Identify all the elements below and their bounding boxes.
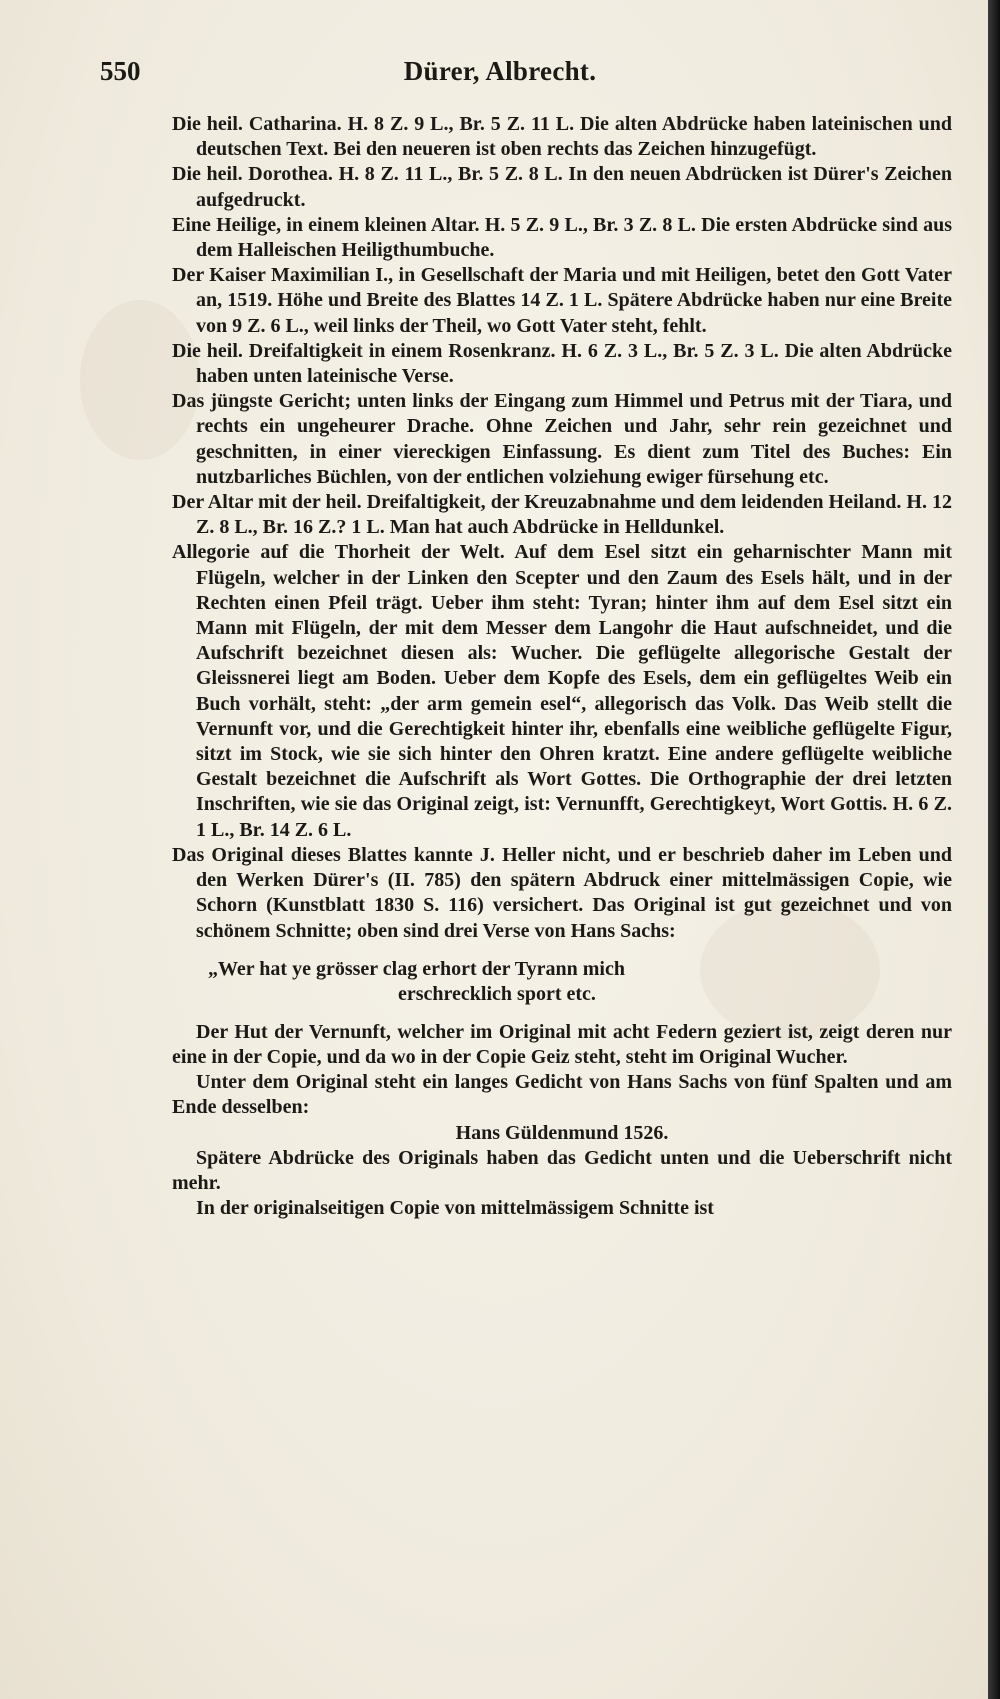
entry-original-note: Das Original dieses Blattes kannte J. Heller nicht, und er beschrieb daher im Leben und den Werken Dürer's (II. 785) den spätern Abdruck einer mittelmässigen Copie, wie Schorn (Kunstblatt 1830 S. 116) versichert. Das Original ist gut gezeichnet und von schönem Schnitte; oben sind drei Verse von Hans Sachs: [172, 843, 952, 942]
signature-line: Hans Güldenmund 1526. [455, 1121, 669, 1144]
page-body [172, 112, 952, 1221]
entry-allegorie: Allegorie auf die Thorheit der Welt. Auf dem Esel sitzt ein geharnischter Mann mit Flügeln, welcher in der Linken den Scepter und den Zaum des Esels hält, und in der Rechten einen Pfeil trägt. Ueber ihm steht: Tyran; hinter ihm auf dem Esel sitzt ein Mann mit Flügeln, der mit dem Messer dem Langohr die Haut aufschneidet, und die Aufschrift bezeichnet diesen als: Wucher. Die geflügelte allegorische Gestalt der Gleissnerei liegt am Boden. Ueber dem Kopfe des Esels, dem ein geflügeltes Weib ein Buch vorhält, steht: „der arm gemein esel“, allegorisch das Volk. Das Weib stellt die Vernunft vor, und die Gerechtigkeit hinter ihr, ebenfalls eine weibliche geflügelte Figur, sitzt im Stock, wie sie sich hinter den Ohren kratzt. Eine andere geflügelte weibliche Gestalt bezeichnet die Aufschrift als Wort Gottes. Die Orthographie der drei letzten Inschriften, wie sie das Original zeigt, ist: Vernunfft, Gerechtigkeyt, Wort Gottis. H. 6 Z. 1 L., Br. 14 Z. 6 L. [172, 541, 952, 841]
page-number: 550 [100, 56, 141, 86]
entry-maximilian: Der Kaiser Maximilian I., in Gesellschaft der Maria und mit Heiligen, betet den Gott Vater an, 1519. Höhe und Breite des Blattes 14 Z. 1 L. Spätere Abdrücke haben nur eine Breite von 9 Z. 6 L., weil links der Theil, wo Gott Vater steht, fehlt. [172, 264, 952, 337]
paragraph-hut-vernunft: Der Hut der Vernunft, welcher im Original mit acht Federn geziert ist, zeigt deren nur eine in der Copie, und da wo in der Copie Geiz steht, steht im Original Wucher. [172, 1020, 952, 1068]
page-header [100, 56, 900, 96]
running-title: Dürer, Albrecht. [403, 56, 597, 86]
entry-juengste-gericht: Das jüngste Gericht; unten links der Eingang zum Himmel und Petrus mit der Tiara, und rechts ein ungeheurer Drache. Ohne Zeichen und Jahr, sehr rein gezeichnet und geschnitten, in einer viereckigen Einfassung. Es dient zum Titel des Buches: Ein nutzbarliches Büchlen, von der entlichen volziehung ewiger fürsehung etc. [172, 390, 952, 488]
page-edge-shadow [988, 0, 1000, 1699]
entry-dreifaltigkeit-rosenkranz: Die heil. Dreifaltigkeit in einem Rosenkranz. H. 6 Z. 3 L., Br. 5 Z. 3 L. Die alten Abdrücke haben unten lateinische Verse. [172, 339, 952, 388]
paragraph-spaetere-abdruecke: Spätere Abdrücke des Originals haben das Gedicht unten und die Ueberschrift nicht mehr. [172, 1146, 952, 1194]
paragraph-gedicht: Unter dem Original steht ein langes Gedicht von Hans Sachs von fünf Spalten und am Ende desselben: [172, 1071, 952, 1119]
entry-dorothea: Die heil. Dorothea. H. 8 Z. 11 L., Br. 5 Z. 8 L. In den neuen Abdrücken ist Dürer's Zeichen aufgedruckt. [172, 163, 952, 211]
entry-catharina: Die heil. Catharina. H. 8 Z. 9 L., Br. 5 Z. 11 L. Die alten Abdrücke haben lateinischen und deutschen Text. Bei den neueren ist oben rechts das Zeichen hinzugefügt. [172, 113, 952, 161]
verse-line-2: erschrecklich sport etc. [398, 982, 596, 1005]
verse-line-1: „Wer hat ye grösser clag erhort der Tyrann mich [208, 957, 625, 980]
paragraph-copie: In der originalseitigen Copie von mittelmässigem Schnitte ist [196, 1197, 714, 1220]
entry-altar-dreifaltigkeit: Der Altar mit der heil. Dreifaltigkeit, der Kreuzabnahme und dem leidenden Heiland. H. 12 Z. 8 L., Br. 16 Z.? 1 L. Man hat auch Abdrücke in Helldunkel. [172, 491, 952, 539]
entry-heilige-altar: Eine Heilige, in einem kleinen Altar. H. 5 Z. 9 L., Br. 3 Z. 8 L. Die ersten Abdrücke sind aus dem Halleischen Heiligthumbuche. [172, 213, 952, 262]
verse-quote [172, 957, 952, 1007]
